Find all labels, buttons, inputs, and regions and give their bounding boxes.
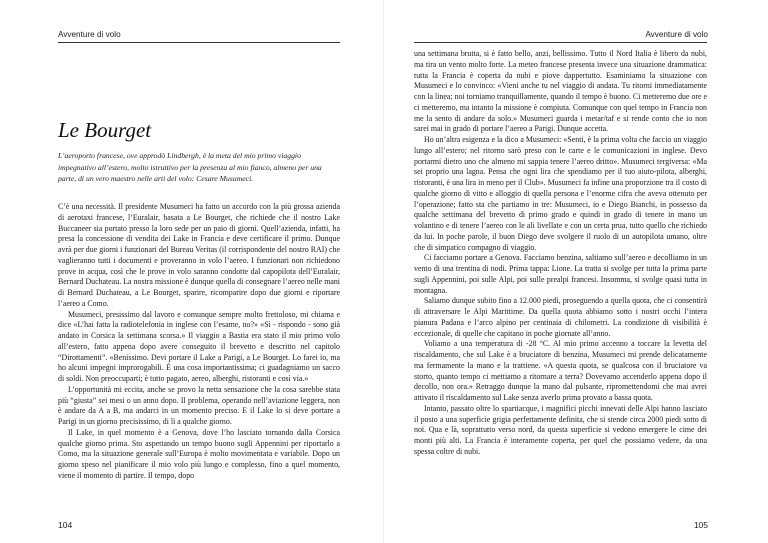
- paragraph: Musumeci, presissimo dal lavoro e comunque sempre molto frettoloso, mi chiama e dice «L’hai fatta la radiotelefonia in inglese con l’esame, no?» «Sì - rispondo - sono già andato in Corsica la settimana scorsa.» Il viaggio a Bastia era stato il mio primo volo all’estero, fatto appena dopo avere conseguito il brevetto e descritto nel capitolo “Dirottamenti”. «Benissimo. Devi portare il Lake a Parigi, a Le Bourget. Lo farei io, ma ho alcuni impegni improrogabili. È una cosa importantissima; ci guadagniamo un sacco di soldi. Non preoccuparti; è tutto pagato, aereo, alberghi, ristoranti e così via.»: [58, 309, 340, 383]
- paragraph: Saliamo dunque subito fino a 12.000 piedi, proseguendo a quella quota, che ci consentirà di attraversare le Alpi Marittime. Da quella quota abbiamo sotto i nostri occhi l’intera pianura Padana e l’arco alpino per centinaia di chilometri. La condizione di visibilità è eccezionale, di quelle che capitano in poche giornate all’anno.: [414, 296, 707, 338]
- right-page: [384, 0, 768, 543]
- body-text: [58, 202, 340, 482]
- page-number: 104: [58, 520, 73, 530]
- paragraph: Il Lake, in quel momento è a Genova, dove l’ho lasciato tornando dalla Corsica qualche giorno prima. Sto aspettando un tempo buono sugli Appennini per riportarlo a Como, ma la situazione generale sull’Europa è molto movimentata e variabile. Dopo un giorno speso nel pianificare il mio volo più lungo e complesso, fino a quel momento, viene il momento di partire. Il tempo, dopo: [58, 427, 340, 480]
- paragraph: Intanto, passato oltre lo spartiacque, i magnifici picchi innevati delle Alpi hanno lasciato il posto a una superficie grigia perfettamente definita, che si stende circa 2000 piedi sotto di noi. Qua e là, soprattutto verso nord, da questa superficie si vedono emergere le cime dei monti più alti. La Francia è interamente coperta, per quel che possiamo vedere, da una spessa coltre di nubi.: [414, 403, 707, 456]
- chapter-title: Le Bourget: [58, 118, 152, 142]
- running-head: Avventure di volo: [645, 30, 708, 39]
- paragraph: Voliamo a una temperatura di -28 °C. Al mio primo accenno a toccare la levetta del riscaldamento, che sul Lake è a bruciatore di benzina, Musumeci mi prende delicatamente ma fermamente la mano e la trattiene. «A questa quota, se qualcosa con il bruciatore va storto, quanto tempo ci mettiamo a ritornare a terra? Dovevamo accenderlo appena dopo il decollo, non ora.» Retraggo dunque la mano dal pulsante, ripromettendomi che mai avrei attivato il riscaldamento sul Lake senza averlo prima provato a bassa quota.: [414, 339, 707, 402]
- header-rule: [414, 42, 707, 43]
- paragraph: Ci facciamo portare a Genova. Facciamo benzina, saltiamo sull’aereo e decolliamo in un vento di una trentina di nodi. Prima tappa: Lione. La tratta si svolge per tutta la prima parte sugli Appennini, poi sulle Alpi, poi sulle prealpi francesi. Insomma, si svolge quasi tutta in montagna.: [414, 253, 707, 295]
- page-number: 105: [693, 520, 708, 530]
- body-text: [414, 49, 707, 458]
- paragraph: C’è una necessità. Il presidente Musumeci ha fatto un accordo con la più grossa azienda di aerotaxi francese, l’Euralair, basata a Le Bourget, che richiede che il nostro Lake Buccaneer sia portato presso la loro sede per un paio di giorni. Quell’azienda, infatti, ha presa la concessione di vendita dei Lake in Francia e deve certificare il primo. Dunque avrà per due giorni i funzionari del Bureau Veritas (il corrispondente del nostro RAI) che vaglieranno tutti i documenti e proveranno in volo l’aereo. I funzionari non richiedono prove in acqua, così che le prove in volo saranno condotte dal capopilota dell’Euralair, Bernard Duchateau. La nostra missione è dunque quella di consegnare l’aereo nelle mani di Bernard Duchateau, a Le Bourget, sparire, ricomparire dopo due giorni e riportare l’aereo a Como.: [58, 202, 340, 308]
- chapter-intro: L’aeroporto francese, ove approdò Lindbergh, è la meta del mio primo viaggio impegnativo all’estero, molto istruttivo per la presenza al mio fianco, almeno per una parte, di un vero maestro nelle arti del volo: Cesare Musumeci.: [58, 151, 322, 183]
- paragraph: una settimana brutta, si è fatto bello, anzi, bellissimo. Tutto il Nord Italia è libero da nubi, ma tira un vento molto forte. La meteo francese presenta invece una situazione drammatica: tutta la Francia è coperta da nubi e piove dappertutto. Esaminiamo la situazione con Musumeci e lo convinco: «Vieni anche tu nel viaggio di andata. Tu ritorni immediatamente con la linea; noi torniamo tranquillamente, quando il tempo è buono. Ci metteremo due ore e ci metteremo, ma intanto la missione è compiuta. Comunque con quel tempo in Francia non me la sento di andare da solo.» Musumeci guarda i metar/taf e si rende conto che io non sarei mai in grado di portare l’aereo a Parigi. Dunque accetta.: [414, 49, 707, 134]
- running-head: Avventure di volo: [58, 30, 121, 39]
- paragraph: L’opportunità mi eccita, anche se provo la netta sensazione che la cosa sarebbe stata più “giusta” sei mesi o un anno dopo. Il problema, operando nell’aviazione leggera, non è andare da A a B, ma andarci in un momento preciso. E il Lake lo si deve portare a Parigi in un giorno precisissimo, di lì a qualche giorno.: [58, 384, 340, 426]
- paragraph: Ho un’altra esigenza e la dico a Musumeci: «Senti, è la prima volta che faccio un viaggio lungo all’estero; nel ritorno sarò preso con le carte e le comunicazioni in inglese. Devo portarmi dietro uno che almeno mi sappia tenere l’aereo dritto». Musumeci tergiversa: «Ma sei proprio una lagna. Pensa che ogni lira che spendiamo per il tuo aiuto-pilota, alberghi, ristoranti, è una lira in meno per il Club». Musumeci fa infine una proporzione tra il costo di qualche giorno di vitto e alloggio di quella persona e l’enorme cifra che aveva ottenuto per l’operazione; fatto sta che partiamo in tre: Musumeci, io e Diego Bianchi, in possesso da qualche settimana del brevetto di primo grado e quindi in grado di tenere in mano un volantino e di tenere l’aereo con le ali livellate e con un certa prua, tutto quello che richiedo da lui. In poche parole, il buon Diego deve svolgere il ruolo di un autopilota umano, oltre che di simpatico compagno di viaggio.: [414, 135, 707, 252]
- header-rule: [58, 42, 340, 43]
